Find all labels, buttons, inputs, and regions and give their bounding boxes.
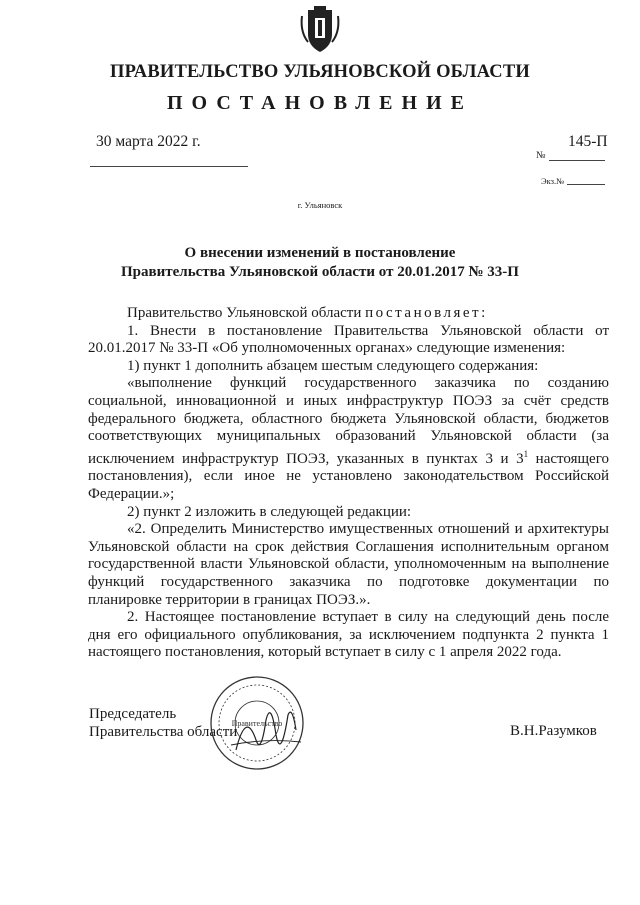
title-line-2: Правительства Ульяновской области от 20.01.2017 № 33-П — [121, 264, 519, 280]
paragraph-subitem-2: 2) пункт 2 изложить в следующей редакции: — [127, 503, 412, 520]
quote-1-text: «выполнение функций государственного заказчика по созданию социальной, инновационной и иных инфраструктур ПОЭЗ за счёт средств федерального бюджета, областного бюджета Ульяновской области, бюджетов соответствующих муниципальных образований Ульяновской области (за исключением инфраструктур ПОЭЗ, указанных в пунктах 3 и 3 — [88, 375, 609, 467]
document-number: 145-П — [568, 133, 608, 150]
number-underline — [549, 160, 605, 161]
paragraph-item-1: 1. Внести в постановление Правительства Ульяновской области от 20.01.2017 № 33-П «Об уполномоченных органах» следующие изменения: — [88, 322, 609, 357]
title-line-1: О внесении изменений в постановление — [184, 245, 456, 261]
paragraph-quote-1 — [88, 375, 609, 503]
preamble-decree-word: постановляет: — [365, 305, 488, 321]
paragraph-subitem-1: 1) пункт 1 дополнить абзацем шестым следующего содержания: — [127, 357, 539, 374]
paragraph-item-2: 2. Настоящее постановление вступает в силу на следующий день после дня его официального опубликования, за исключением подпункта 2 пункта 1 настоящего постановления, который вступает в силу с 1 апреля 2022 года. — [88, 609, 609, 661]
handwritten-signature — [226, 690, 306, 770]
copy-underline — [567, 184, 605, 185]
city: г. Ульяновск — [297, 200, 343, 210]
position-line-2: Правительства области — [89, 724, 238, 740]
government-name: ПРАВИТЕЛЬСТВО УЛЬЯНОВСКОЙ ОБЛАСТИ — [110, 62, 530, 82]
document-title — [0, 244, 640, 282]
stamp-text: Правительство — [231, 719, 283, 728]
quote-1-superscript: 1 — [523, 448, 529, 459]
signatory-name: В.Н.Разумков — [510, 723, 597, 739]
copy-label: Экз.№ — [541, 176, 565, 186]
paragraph-quote-2: «2. Определить Министерство имущественных отношений и архитектуры Ульяновской области на срок действия Соглашения исполнительным органом государственной власти Ульяновской области, уполномоченным на выполнение функций государственного заказчика по подготовке документации по планировке территории в границах ПОЭЗ.». — [88, 521, 609, 608]
position-line-1: Председатель — [89, 706, 177, 722]
document-type: ПОСТАНОВЛЕНИЕ — [167, 92, 473, 114]
number-label: № — [536, 150, 546, 161]
document-body — [88, 305, 609, 662]
preamble-text: Правительство Ульяновской области — [127, 305, 366, 321]
date-underline — [90, 166, 248, 167]
coat-of-arms-emblem — [300, 6, 340, 54]
document-date: 30 марта 2022 г. — [96, 133, 201, 150]
quote-1-text-end: настоящего постановления), если иное не установлено законодательством Российской Федерации.»; — [88, 450, 609, 502]
signatory-position — [89, 705, 237, 741]
paragraph-preamble — [88, 305, 609, 323]
